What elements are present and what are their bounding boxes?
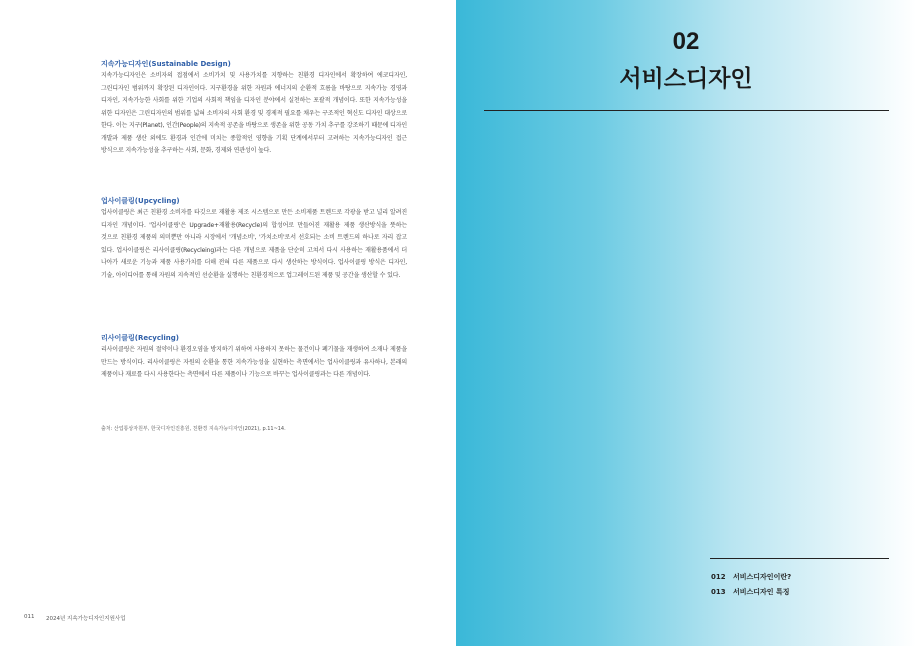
toc-item-what-is-service-design[interactable] <box>711 570 891 585</box>
section-title: 리사이클링(Recycling) <box>101 334 180 342</box>
page-number: 011 <box>24 614 35 620</box>
toc-item-service-design-features[interactable] <box>711 585 891 600</box>
table-of-contents <box>711 570 891 600</box>
divider-top <box>484 110 889 111</box>
right-page-gradient-panel <box>456 0 916 646</box>
divider-bottom <box>710 558 889 559</box>
section-title: 업사이클링(Upcycling) <box>101 197 180 205</box>
source-citation: 출처: 산업통상자원부, 한국디자인진흥원, 친환경 지속가능디자인(2021), p.11~14. <box>101 426 286 432</box>
footer-text: 2024년 지속가능디자인지원사업 <box>46 616 126 622</box>
section-upcycling <box>101 196 407 282</box>
toc-page-number: 013 <box>711 588 726 596</box>
section-title: 지속가능디자인(Sustainable Design) <box>101 60 231 68</box>
section-body: 업사이클링은 최근 친환경 소비자를 타깃으로 재활용 제조 시스템으로 만든 소비제품 트렌드로 각광을 받고 널리 알려진 디자인 개념이다. '업사이클링'은 Upgrade+재활용(Recycle)의 합성어로 만들어진 재활용 제품 생산방식을 뜻하는 것으로 친환경 제품의 의미뿐만 아니라 시장에서 '개념소비', '가치소비'로서 선호되는 소비 트렌드의 하나로 자리 잡고 있다. 업사이클링은 리사이클링(Recycleing)과는 다른 개념으로 제품을 단순히 고쳐서 다시 사용하는 재활용품에서 더 나아가 새로운 기능과 제품 사용가치를 더해 전혀 다른 제품으로 다시 생산하는 방식이다. 업사이클링 방식은 디자인, 기술, 아이디어를 통해 자원의 지속적인 선순환을 실행하는 친환경적으로 업그레이드된 제품 및 공간을 생산할 수 있다. <box>101 209 407 279</box>
section-sustainable-design <box>101 59 407 158</box>
section-body: 지속가능디자인은 소비자의 접점에서 소비가치 및 사용가치를 지향하는 친환경 디자인에서 확장하여 에코디자인, 그린디자인 범위까지 확장된 디자인이다. 지구환경을 위한 자원과 에너지의 순환적 흐름을 바탕으로 지속가능 경영과 디자인, 지속가능한 사회를 위한 기업의 사회적 책임을 디자인 분야에서 실천하는 포괄적 개념이다. 또한 지속가능성을 위한 디자인은 그린디자인의 범위를 넓혀 소비자의 사회 환경 및 경제적 필요를 채우는 구조적인 혁신도 디자인 대상으로 한다. 이는 지구(Planet), 인간(People)의 지속적 공존을 바탕으로 생존을 위한 공동 가치 추구를 강조하기 때문에 디자인 개발과 제품 생산 외에도 환경과 인간에 미치는 종합적인 영향을 기획 단계에서부터 고려하는 지속가능디자인 접근 방식으로 지속가능성을 추구하는 사회, 문화, 경제와 연관성이 높다. <box>101 72 407 154</box>
toc-label: 서비스디자인이란? <box>733 573 792 581</box>
chapter-title: 서비스디자인 <box>619 66 753 92</box>
section-recycling <box>101 333 407 382</box>
section-body: 리사이클링은 자원의 절약이나 환경오염을 방지하기 위하여 사용하지 못하는 물건이나 폐기물을 재생하여 소재나 제품을 만드는 방식이다. 리사이클링은 자원의 순환을 통한 지속가능성을 실현하는 측면에서는 업사이클링과 유사하나, 본래의 제품이나 재료를 다시 사용한다는 측면에서 다른 제품이나 기능으로 바꾸는 업사이클링과는 다른 개념이다. <box>101 346 407 378</box>
toc-label: 서비스디자인 특징 <box>733 588 790 596</box>
toc-page-number: 012 <box>711 573 726 581</box>
chapter-number: 02 <box>672 28 700 55</box>
